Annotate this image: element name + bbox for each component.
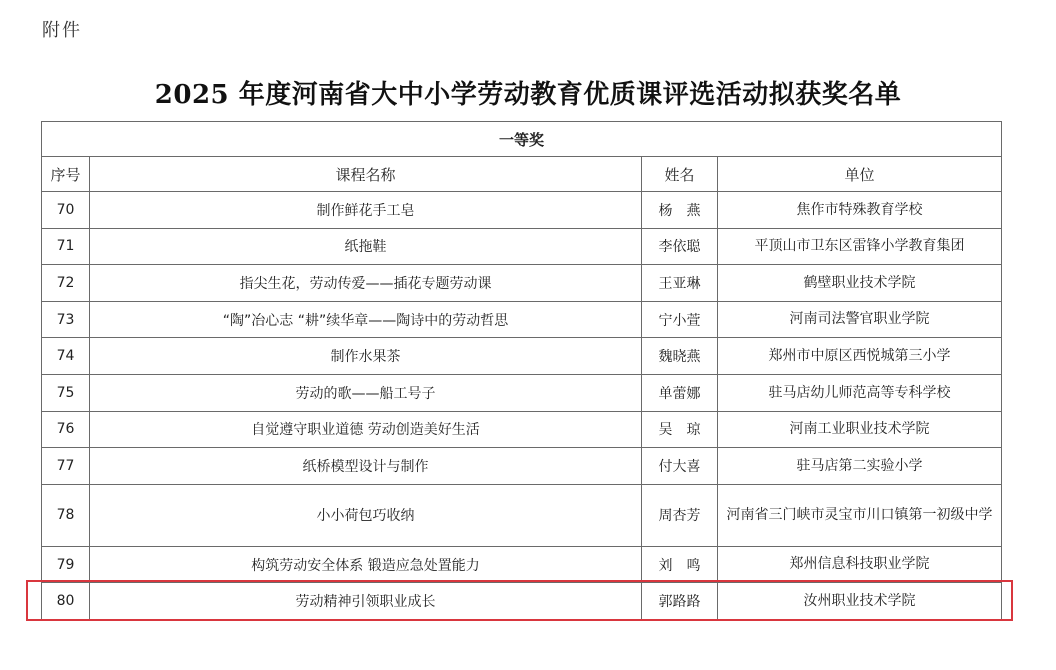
- row-course: 纸桥模型设计与制作: [90, 448, 642, 485]
- row-index: 80: [42, 583, 90, 620]
- row-index: 76: [42, 411, 90, 448]
- row-name: 郭路路: [642, 583, 718, 620]
- row-name: 付大喜: [642, 448, 718, 485]
- row-index: 79: [42, 546, 90, 583]
- row-course: 劳动精神引领职业成长: [90, 583, 642, 620]
- row-unit: 郑州市中原区西悦城第三小学: [718, 338, 1002, 375]
- row-unit: 驻马店第二实验小学: [718, 448, 1002, 485]
- row-name: 刘 鸣: [642, 546, 718, 583]
- row-course: 指尖生花，劳动传爱——插花专题劳动课: [90, 265, 642, 302]
- row-course: “陶”冶心志 “耕”续华章——陶诗中的劳动哲思: [90, 301, 642, 338]
- row-index: 74: [42, 338, 90, 375]
- row-unit: 焦作市特殊教育学校: [718, 192, 1002, 229]
- row-course: 自觉遵守职业道德 劳动创造美好生活: [90, 411, 642, 448]
- row-name: 宁小萱: [642, 301, 718, 338]
- row-name: 王亚琳: [642, 265, 718, 302]
- award-category-row: [42, 122, 1002, 157]
- table-row: [42, 546, 1002, 583]
- row-unit: 河南工业职业技术学院: [718, 411, 1002, 448]
- row-index: 70: [42, 192, 90, 229]
- column-header-name: 姓名: [642, 157, 718, 192]
- row-index: 72: [42, 265, 90, 302]
- row-unit: 平顶山市卫东区雷锋小学教育集团: [718, 228, 1002, 265]
- row-index: 77: [42, 448, 90, 485]
- row-index: 71: [42, 228, 90, 265]
- table-row: [42, 448, 1002, 485]
- award-category-label: 一等奖: [42, 122, 1002, 157]
- row-course: 小小荷包巧收纳: [90, 484, 642, 546]
- row-course: 劳动的歌——船工号子: [90, 374, 642, 411]
- table-row: [42, 484, 1002, 546]
- column-header-index: 序号: [42, 157, 90, 192]
- table-row: [42, 192, 1002, 229]
- row-unit: 河南省三门峡市灵宝市川口镇第一初级中学: [718, 484, 1002, 546]
- row-unit: 驻马店幼儿师范高等专科学校: [718, 374, 1002, 411]
- row-course: 制作水果茶: [90, 338, 642, 375]
- attachment-label: 附件: [42, 20, 82, 41]
- table-row: [42, 265, 1002, 302]
- row-name: 魏晓燕: [642, 338, 718, 375]
- row-name: 吴 琼: [642, 411, 718, 448]
- table-row-highlighted: [42, 583, 1002, 620]
- row-name: 杨 燕: [642, 192, 718, 229]
- table-row: [42, 228, 1002, 265]
- table-row: [42, 338, 1002, 375]
- row-name: 周杏芳: [642, 484, 718, 546]
- row-unit: 郑州信息科技职业学院: [718, 546, 1002, 583]
- table-row: [42, 301, 1002, 338]
- row-unit: 河南司法警官职业学院: [718, 301, 1002, 338]
- row-index: 75: [42, 374, 90, 411]
- row-unit: 汝州职业技术学院: [718, 583, 1002, 620]
- row-name: 李依聪: [642, 228, 718, 265]
- row-unit: 鹤壁职业技术学院: [718, 265, 1002, 302]
- table-header-row: [42, 157, 1002, 192]
- row-course: 构筑劳动安全体系 锻造应急处置能力: [90, 546, 642, 583]
- column-header-course: 课程名称: [90, 157, 642, 192]
- row-index: 78: [42, 484, 90, 546]
- row-course: 纸拖鞋: [90, 228, 642, 265]
- row-course: 制作鲜花手工皂: [90, 192, 642, 229]
- column-header-unit: 单位: [718, 157, 1002, 192]
- row-name: 单蕾娜: [642, 374, 718, 411]
- table-row: [42, 411, 1002, 448]
- row-index: 73: [42, 301, 90, 338]
- document-title: 2025 年度河南省大中小学劳动教育优质课评选活动拟获奖名单: [154, 80, 902, 110]
- table-row: [42, 374, 1002, 411]
- award-list-table: [41, 121, 1002, 620]
